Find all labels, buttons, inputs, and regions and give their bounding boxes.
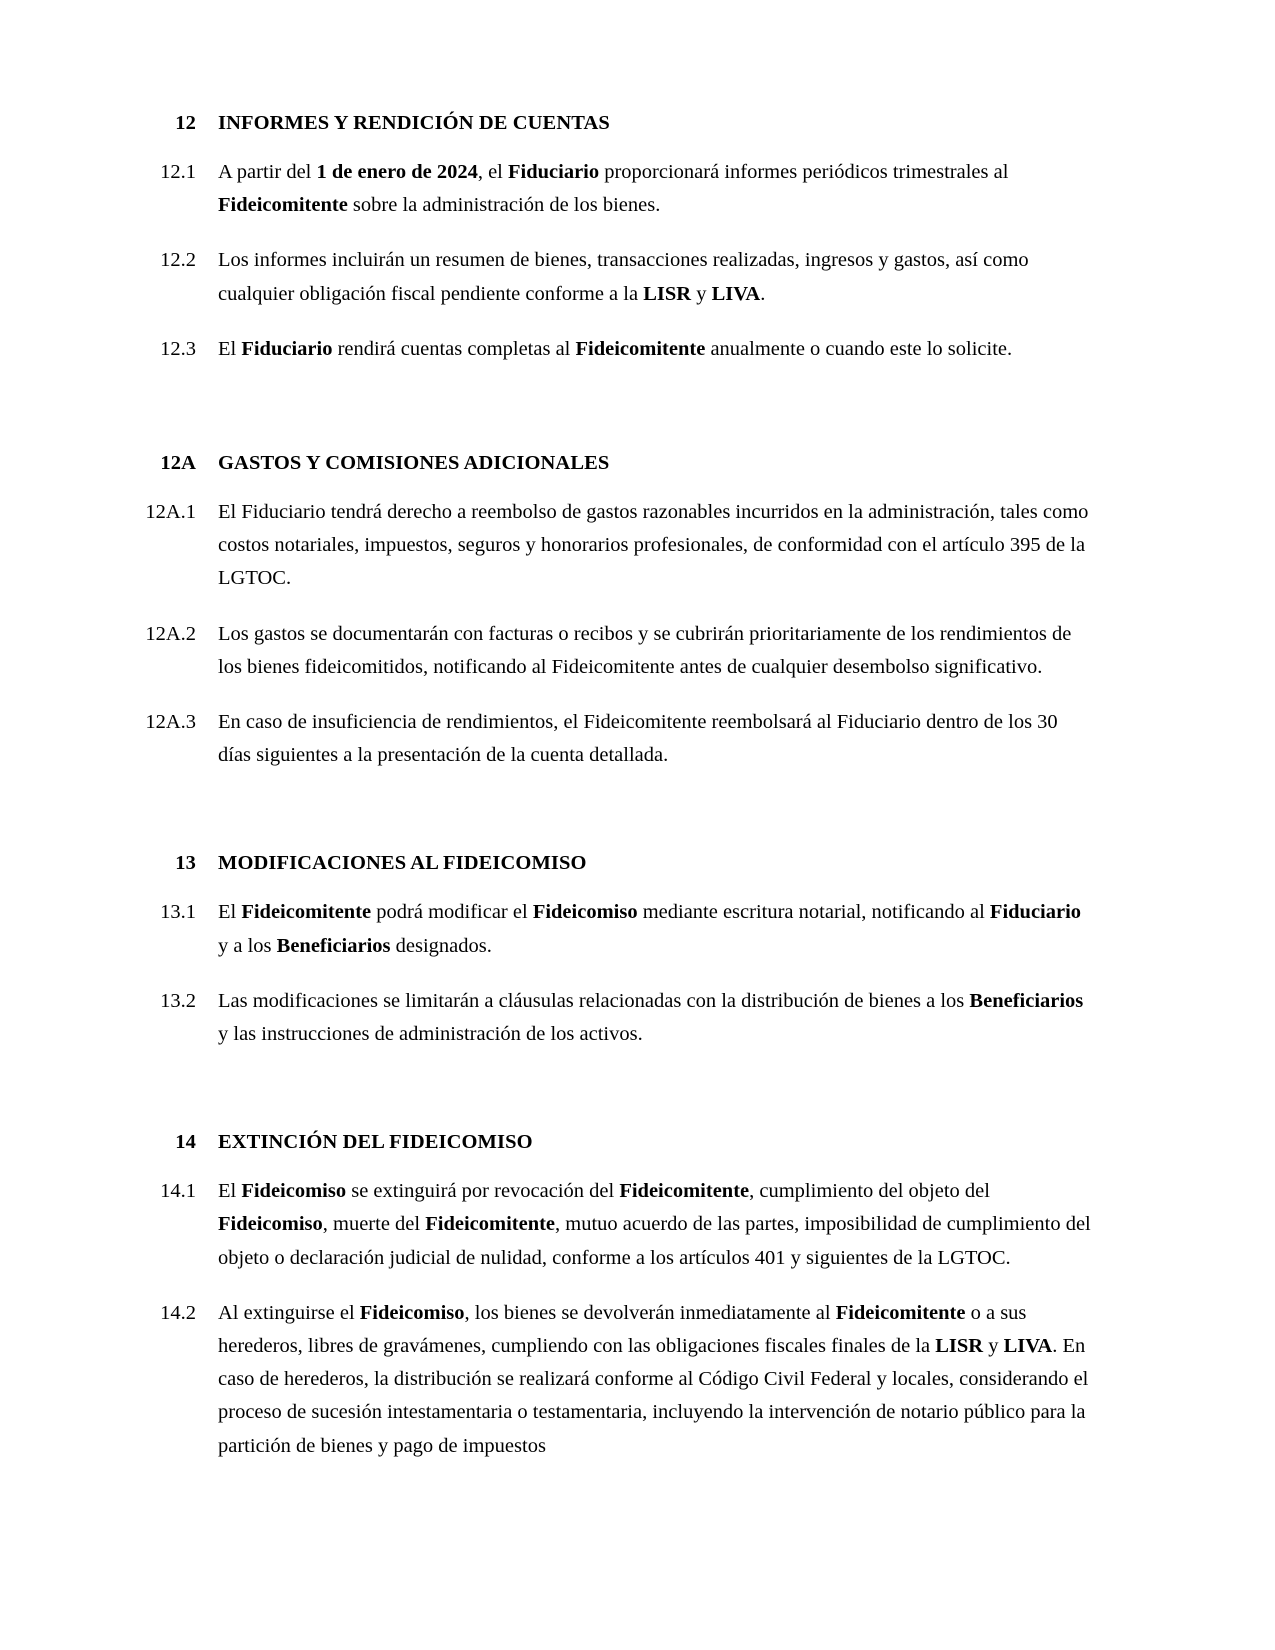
clause-run: mediante escritura notarial, notificando al <box>637 901 990 924</box>
clause-text <box>218 156 1092 222</box>
clause-run: Los gastos se documentarán con facturas o recibos y se cubrirán prioritariamente de los rendimientos de los bienes fideicomitidos, notificando al Fideicomitente antes de cualquier desembolso significativo. <box>218 622 1072 678</box>
defined-term: Fiduciario <box>989 901 1082 924</box>
clause-spacer <box>132 684 1092 706</box>
defined-term: Fideicomiso <box>241 1180 347 1203</box>
clause-run: sobre la administración de los bienes. <box>347 194 661 217</box>
defined-term: 1 de enero de 2024 <box>316 161 478 183</box>
section-title: MODIFICACIONES AL FIDEICOMISO <box>218 852 587 875</box>
clause-text <box>218 496 1092 596</box>
defined-term: Fiduciario <box>508 161 600 183</box>
clause-run: o a sus herederos, libres de gravámenes, cumpliendo con las obligaciones fiscales finales de la <box>218 1301 1027 1358</box>
clause-text <box>218 244 1092 310</box>
clause-14-1 <box>132 1175 1092 1275</box>
clause-run: El <box>218 1180 242 1203</box>
clause-text <box>218 333 1092 366</box>
clause-run: y <box>983 1335 1004 1358</box>
clause-spacer <box>132 222 1092 244</box>
clause-13-2 <box>132 985 1092 1051</box>
clause-run: y las instrucciones de administración de los activos. <box>218 1023 643 1046</box>
clause-spacer <box>132 475 1092 496</box>
defined-term: LIVA <box>1003 1335 1053 1358</box>
clause-run: rendirá cuentas completas al <box>332 337 576 360</box>
clause-run: En caso de insuficiencia de rendimientos, el Fideicomitente reembolsará al Fiduciario dentro de los 30 días siguientes a la presentación de la cuenta detallada. <box>218 711 1058 767</box>
clause-number: 14.2 <box>160 1301 196 1324</box>
clause-13-1 <box>132 896 1092 962</box>
defined-term: LISR <box>935 1335 984 1358</box>
clause-run: Al extinguirse el <box>218 1301 360 1324</box>
defined-term: Fideicomitente <box>241 901 372 924</box>
section-heading-12 <box>132 112 1092 135</box>
clause-spacer <box>132 1275 1092 1297</box>
clause-run: , el <box>477 161 508 183</box>
defined-term: LISR <box>643 282 692 305</box>
clause-text <box>218 1297 1092 1463</box>
defined-term: Fiduciario <box>241 337 333 360</box>
defined-term: Fideicomitente <box>835 1301 966 1324</box>
clause-run: A partir del <box>218 161 317 183</box>
clause-12-2 <box>132 244 1092 310</box>
section-spacer <box>132 1051 1092 1131</box>
defined-term: Fideicomiso <box>359 1301 465 1324</box>
section-title: EXTINCIÓN DEL FIDEICOMISO <box>218 1131 533 1154</box>
defined-term: LIVA <box>711 282 761 305</box>
defined-term: Fideicomitente <box>619 1180 750 1203</box>
section-number: 12 <box>175 112 196 134</box>
clause-run: El Fiduciario tendrá derecho a reembolso de gastos razonables incurridos en la administración, tales como costos notariales, impuestos, seguros y honorarios profesionales, de conformidad con el artículo 395 de la LGTOC. <box>218 501 1089 590</box>
clause-number: 12.3 <box>160 337 196 360</box>
clause-run: y <box>691 282 712 305</box>
clause-spacer <box>132 135 1092 156</box>
clause-spacer <box>132 875 1092 896</box>
defined-term: Fideicomitente <box>425 1213 556 1236</box>
clause-number: 12.2 <box>160 249 196 272</box>
clause-run: . <box>760 282 766 305</box>
clause-run: se extinguirá por revocación del <box>346 1180 620 1203</box>
clause-spacer <box>132 596 1092 618</box>
section-number: 13 <box>175 852 196 875</box>
clause-run: podrá modificar el <box>371 901 533 924</box>
clause-spacer <box>132 963 1092 985</box>
clause-12a-2 <box>132 618 1092 684</box>
clause-text <box>218 618 1092 684</box>
defined-term: Fideicomiso <box>218 1213 323 1236</box>
defined-term: Beneficiarios <box>276 934 391 957</box>
section-number: 12A <box>160 452 196 475</box>
clause-12-1 <box>132 156 1092 222</box>
clause-text <box>218 896 1092 962</box>
clause-number: 12A.1 <box>145 501 196 524</box>
clause-run: . En caso de herederos, la distribución se realizará conforme al Código Civil Federal y locales, considerando el proceso de sucesión intestamentaria o testamentaria, incluyendo la intervención de notario público para la partición de bienes y pago de impuestos <box>218 1335 1089 1457</box>
section-title: INFORMES Y RENDICIÓN DE CUENTAS <box>218 112 610 134</box>
clause-number: 12A.2 <box>145 622 196 645</box>
clause-text <box>218 1175 1092 1275</box>
clause-number: 13.1 <box>160 901 196 924</box>
clause-run: proporcionará informes periódicos trimestrales al <box>599 161 1009 183</box>
clause-12a-3 <box>132 706 1092 772</box>
clause-spacer <box>132 311 1092 333</box>
clause-text <box>218 706 1092 772</box>
clause-run: y a los <box>218 934 277 957</box>
section-title: GASTOS Y COMISIONES ADICIONALES <box>218 452 610 475</box>
clause-run: El <box>218 337 242 360</box>
section-heading-13 <box>132 852 1092 875</box>
section-number: 14 <box>175 1131 196 1154</box>
clause-run: Las modificaciones se limitarán a cláusulas relacionadas con la distribución de bienes a los <box>218 989 970 1012</box>
defined-term: Fideicomiso <box>532 901 638 924</box>
defined-term: Fideicomitente <box>575 337 706 360</box>
section-heading-14 <box>132 1131 1092 1154</box>
clause-14-2 <box>132 1297 1092 1463</box>
clause-spacer <box>132 1154 1092 1175</box>
clause-run: El <box>218 901 242 924</box>
clause-text <box>218 985 1092 1051</box>
clause-run: designados. <box>390 934 492 957</box>
section-spacer <box>132 772 1092 852</box>
defined-term: Fideicomitente <box>218 194 348 217</box>
document-body <box>132 112 1092 1463</box>
section-heading-12a <box>132 452 1092 475</box>
clause-run: , los bienes se devolverán inmediatamente al <box>464 1301 836 1324</box>
clause-run: , mutuo acuerdo de las partes, imposibilidad de cumplimiento del objeto o declaración judicial de nulidad, conforme a los artículos 401 y siguientes de la LGTOC. <box>218 1213 1091 1269</box>
clause-number: 12A.3 <box>145 711 196 734</box>
clause-run: , muerte del <box>322 1213 426 1236</box>
clause-run: anualmente o cuando este lo solicite. <box>705 337 1013 360</box>
clause-number: 13.2 <box>160 989 196 1012</box>
section-spacer <box>132 366 1092 452</box>
defined-term: Beneficiarios <box>969 989 1084 1012</box>
clause-run: , cumplimiento del objeto del <box>749 1180 990 1203</box>
clause-number: 14.1 <box>160 1180 196 1203</box>
clause-run: Los informes incluirán un resumen de bienes, transacciones realizadas, ingresos y gastos, así como cualquier obligación fiscal pendiente conforme a la <box>218 249 1029 305</box>
clause-12a-1 <box>132 496 1092 596</box>
clause-12-3 <box>132 333 1092 366</box>
clause-number: 12.1 <box>160 161 196 183</box>
